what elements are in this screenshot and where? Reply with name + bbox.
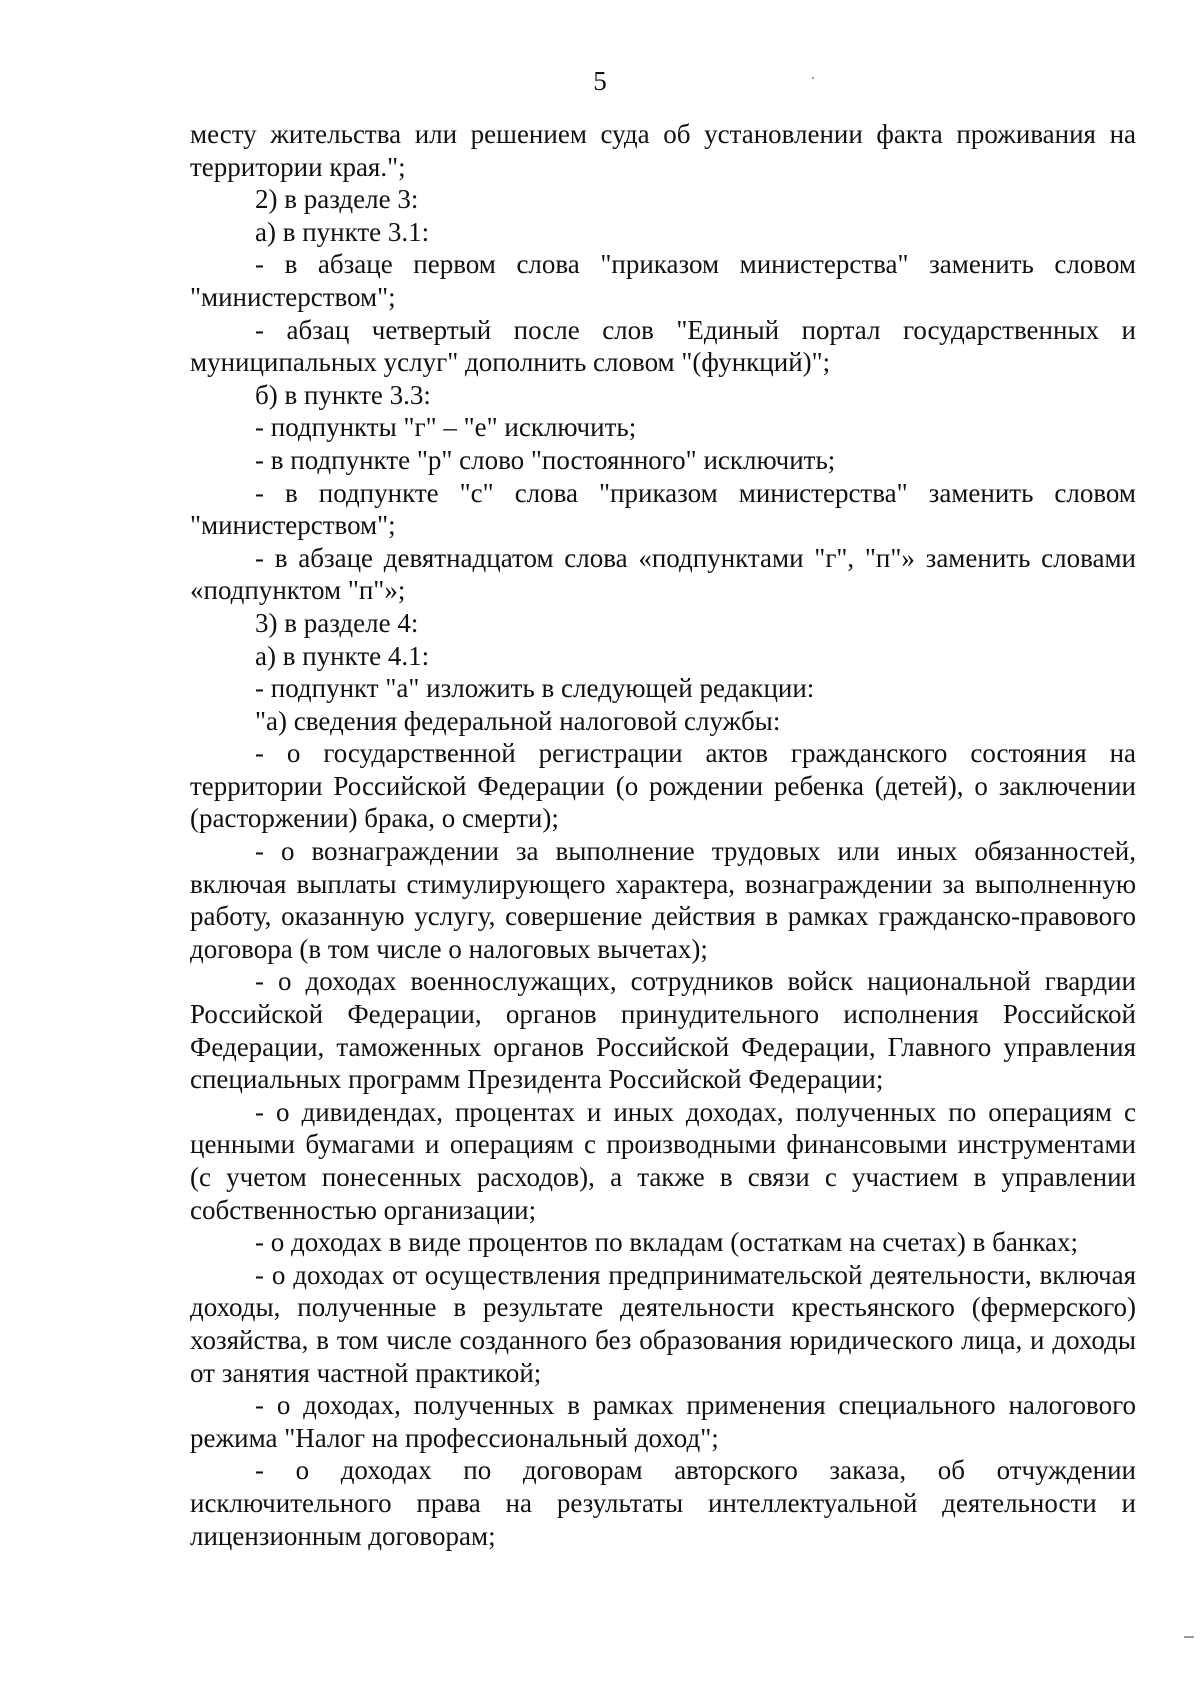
paragraph: - о доходах в виде процентов по вкладам (остаткам на счетах) в банках; xyxy=(255,1227,1079,1258)
paragraph: - о доходах военнослужащих, сотрудников войск национальной гвардии Российской Федерации, органов принудительного исполнения Российской Федерации, таможенных органов Российской Федерации, Главного управления специальных программ Президента Российской Федерации; xyxy=(190,966,1136,1095)
scan-artifact xyxy=(1184,1636,1194,1638)
paragraph: - в абзаце девятнадцатом слова «подпунктами "г", "п"» заменить словами «подпунктом "п"»; xyxy=(190,542,1136,606)
paragraph: - о доходах по договорам авторского заказа, об отчуждении исключительного права на результаты интеллектуальной деятельности и лицензионным договорам; xyxy=(190,1455,1136,1551)
paragraph: - о государственной регистрации актов гражданского состояния на территории Российской Федерации (о рождении ребенка (детей), о заключении (расторжении) брака, о смерти); xyxy=(190,738,1136,834)
paragraph: - о доходах, полученных в рамках применения специального налогового режима "Налог на профессиональный доход"; xyxy=(190,1390,1136,1453)
paragraph: - в абзаце первом слова "приказом министерства" заменить словом "министерством"; xyxy=(190,249,1136,312)
paragraph: - о доходах от осуществления предпринимательской деятельности, включая доходы, полученные в результате деятельности крестьянского (фермерского) хозяйства, в том числе созданного без образования юридического лица, и доходы от занятия частной практикой; xyxy=(190,1259,1136,1388)
paragraph: "а) сведения федеральной налоговой службы: xyxy=(255,705,781,736)
paragraph: - о вознаграждении за выполнение трудовых или иных обязанностей, включая выплаты стимулирующего характера, вознаграждении за выполненную работу, оказанную услугу, совершение действия в рамках гражданско-правового договора (в том числе о налоговых вычетах); xyxy=(190,836,1136,964)
paragraph: - подпункт "а" изложить в следующей редакции: xyxy=(255,673,815,704)
paragraph-item-4-1: а) в пункте 4.1: xyxy=(255,640,430,671)
paragraph-section-4: 3) в разделе 4: xyxy=(255,607,419,638)
paragraph: - о дивидендах, процентах и иных доходах, полученных по операциям с ценными бумагами и операциям с производными финансовыми инструментами (с учетом понесенных расходов), а также в связи с участием в управлении собственностью организации; xyxy=(190,1096,1136,1225)
paragraph: - абзац четвертый после слов "Единый портал государственных и муниципальных услуг" дополнить словом "(функций)"; xyxy=(190,314,1136,378)
paragraph: - в подпункте "с" слова "приказом министерства" заменить словом "министерством"; xyxy=(190,477,1136,541)
paragraph: - подпункты "г" – "е" исключить; xyxy=(255,412,637,443)
document-body xyxy=(190,118,1136,1552)
scan-artifact xyxy=(812,77,814,79)
paragraph-item-3-3: б) в пункте 3.3: xyxy=(255,379,431,410)
paragraph-item-3-1: а) в пункте 3.1: xyxy=(255,216,430,247)
page-number: 5 xyxy=(593,66,607,96)
paragraph-continuation: месту жительства или решением суда об установлении факта проживания на территории края."; xyxy=(190,119,1136,182)
paragraph: - в подпункте "р" слово "постоянного" исключить; xyxy=(255,444,836,475)
paragraph-section-3: 2) в разделе 3: xyxy=(255,184,419,215)
